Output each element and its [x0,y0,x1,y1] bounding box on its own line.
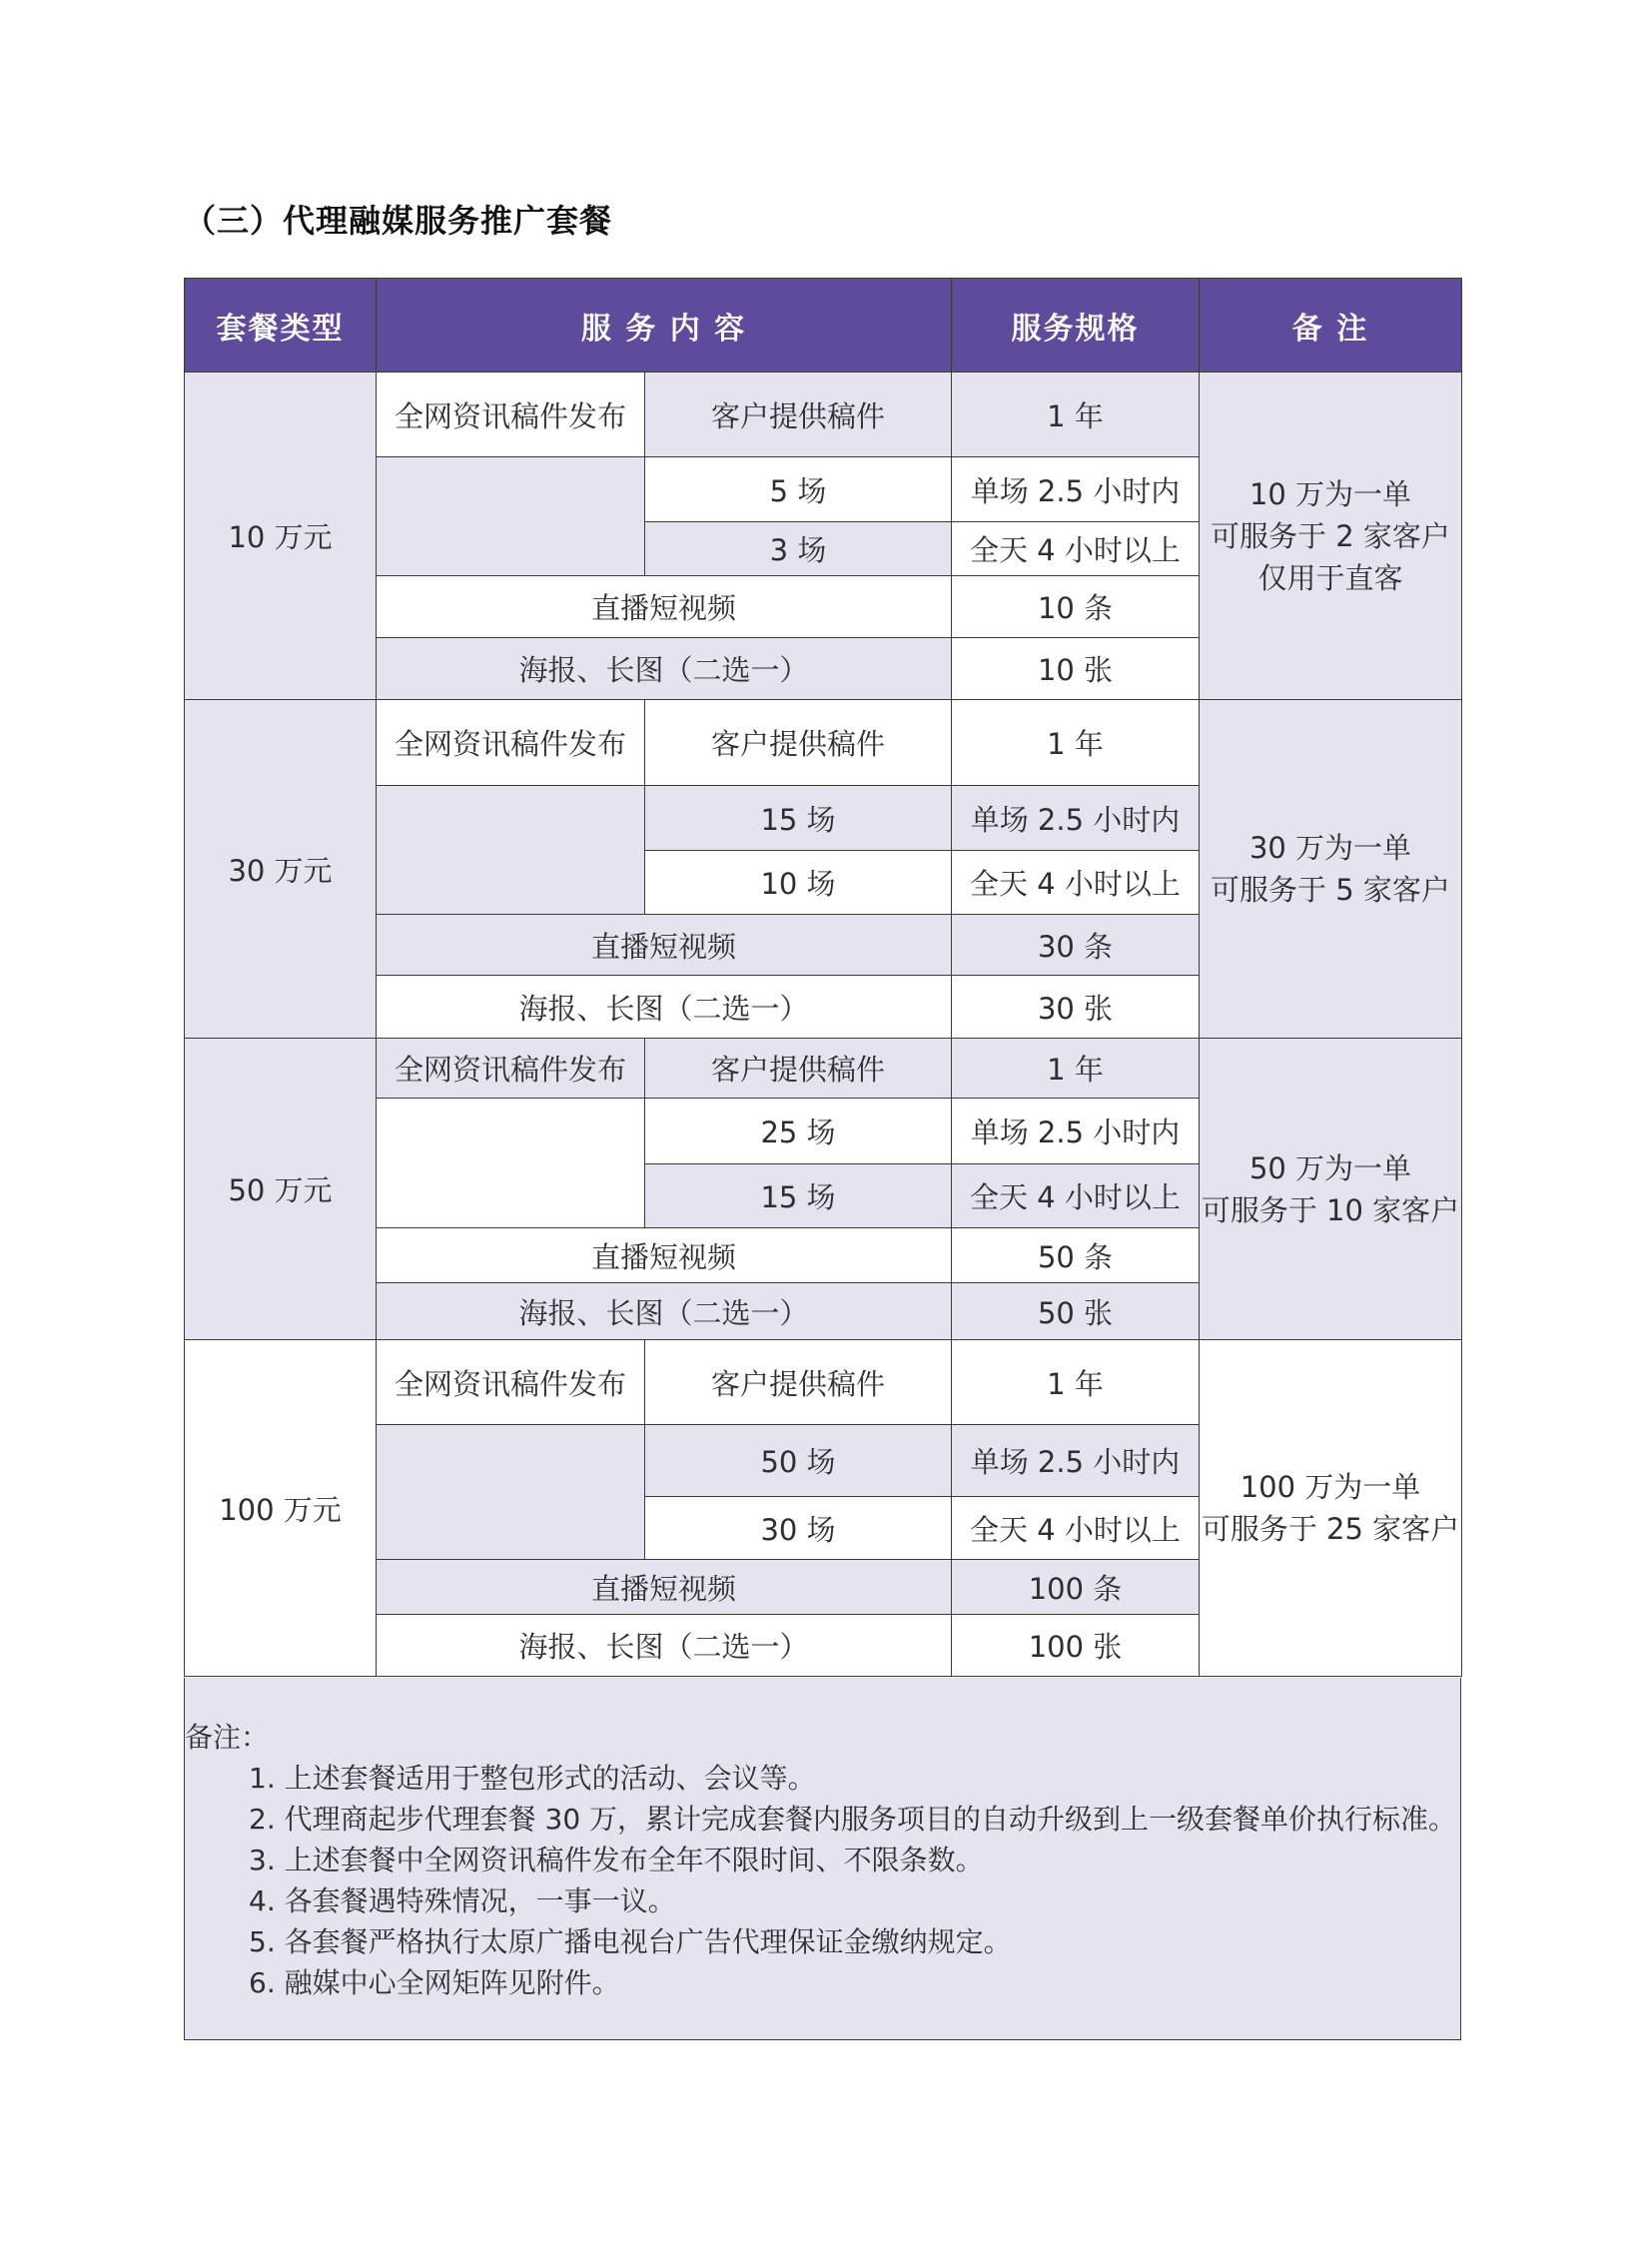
news-spec: 1 年 [952,1340,1200,1425]
live-count: 10 场 [645,851,952,915]
package-table [184,278,1462,1677]
poster-label: 海报、长图（二选一） [377,638,952,700]
package-type: 50 万元 [185,1039,377,1340]
live-count: 50 场 [645,1425,952,1497]
note-item: 6. 融媒中心全网矩阵见附件。 [249,1966,620,1999]
video-spec: 10 条 [952,576,1200,638]
video-label: 直播短视频 [377,576,952,638]
poster-spec: 30 张 [952,976,1200,1039]
remark-line: 可服务于 2 家客户 [1211,518,1450,553]
live-spec: 单场 2.5 小时内 [952,1425,1200,1497]
poster-label: 海报、长图（二选一） [377,1615,952,1677]
poster-label: 海报、长图（二选一） [377,976,952,1039]
note-item: 3. 上述套餐中全网资讯稿件发布全年不限时间、不限条数。 [249,1844,984,1876]
news-release-label: 全网资讯稿件发布 [377,700,645,786]
poster-label: 海报、长图（二选一） [377,1283,952,1340]
table-row [185,373,1462,457]
video-label: 直播短视频 [377,1228,952,1283]
live-empty-cell [377,786,645,915]
remark-line: 100 万为一单 [1239,1470,1421,1504]
news-source: 客户提供稿件 [645,700,952,786]
remark-line: 可服务于 25 家客户 [1201,1512,1460,1546]
live-empty-cell [377,457,645,576]
remark-line: 50 万为一单 [1248,1150,1412,1185]
note-item: 5. 各套餐严格执行太原广播电视台广告代理保证金缴纳规定。 [249,1925,1012,1958]
remark-line: 仅用于直客 [1257,560,1403,595]
live-count: 15 场 [645,1164,952,1228]
section-title: （三）代理融媒服务推广套餐 [184,202,613,240]
live-empty-cell [377,1425,645,1560]
notes-title: 备注： [185,1721,270,1754]
live-spec: 全天 4 小时以上 [952,1164,1200,1228]
package-remark [1200,1039,1462,1340]
table-row [185,1340,1462,1425]
note-item: 2. 代理商起步代理套餐 30 万，累计完成套餐内服务项目的自动升级到上一级套餐单价执行标准。 [249,1803,1457,1836]
live-spec: 全天 4 小时以上 [952,522,1200,576]
remark-line: 30 万为一单 [1248,831,1412,865]
package-remark [1200,1340,1462,1677]
video-spec: 100 条 [952,1560,1200,1615]
news-release-label: 全网资讯稿件发布 [377,373,645,457]
live-spec: 单场 2.5 小时内 [952,1099,1200,1164]
news-source: 客户提供稿件 [645,373,952,457]
news-source: 客户提供稿件 [645,1340,952,1425]
package-type: 10 万元 [185,373,377,700]
live-spec: 全天 4 小时以上 [952,851,1200,915]
header-package-type: 套餐类型 [185,279,377,373]
package-remark [1200,373,1462,700]
video-label: 直播短视频 [377,915,952,976]
poster-spec: 100 张 [952,1615,1200,1677]
package-type: 100 万元 [185,1340,377,1677]
table-row [185,1039,1462,1099]
header-service-content: 服 务 内 容 [377,279,952,373]
news-release-label: 全网资讯稿件发布 [377,1340,645,1425]
remark-line: 10 万为一单 [1248,476,1412,511]
live-count: 3 场 [645,522,952,576]
news-source: 客户提供稿件 [645,1039,952,1099]
video-label: 直播短视频 [377,1560,952,1615]
news-release-label: 全网资讯稿件发布 [377,1039,645,1099]
news-spec: 1 年 [952,1039,1200,1099]
notes-list [249,1758,1456,2003]
live-count: 30 场 [645,1497,952,1560]
live-spec: 单场 2.5 小时内 [952,457,1200,522]
header-service-spec: 服务规格 [952,279,1200,373]
live-count: 5 场 [645,457,952,522]
table-row [185,700,1462,786]
header-remark: 备 注 [1200,279,1462,373]
news-spec: 1 年 [952,373,1200,457]
package-type: 30 万元 [185,700,377,1039]
live-spec: 全天 4 小时以上 [952,1497,1200,1560]
video-spec: 30 条 [952,915,1200,976]
notes-box [184,1678,1461,2040]
note-item: 1. 上述套餐适用于整包形式的活动、会议等。 [249,1762,816,1795]
live-count: 25 场 [645,1099,952,1164]
live-empty-cell [377,1099,645,1228]
package-remark [1200,700,1462,1039]
remark-line: 可服务于 10 家客户 [1201,1192,1460,1227]
live-spec: 单场 2.5 小时内 [952,786,1200,851]
video-spec: 50 条 [952,1228,1200,1283]
live-count: 15 场 [645,786,952,851]
note-item: 4. 各套餐遇特殊情况，一事一议。 [249,1884,676,1917]
poster-spec: 10 张 [952,638,1200,700]
table-header-row [185,279,1462,373]
news-spec: 1 年 [952,700,1200,786]
poster-spec: 50 张 [952,1283,1200,1340]
remark-line: 可服务于 5 家客户 [1211,873,1450,907]
